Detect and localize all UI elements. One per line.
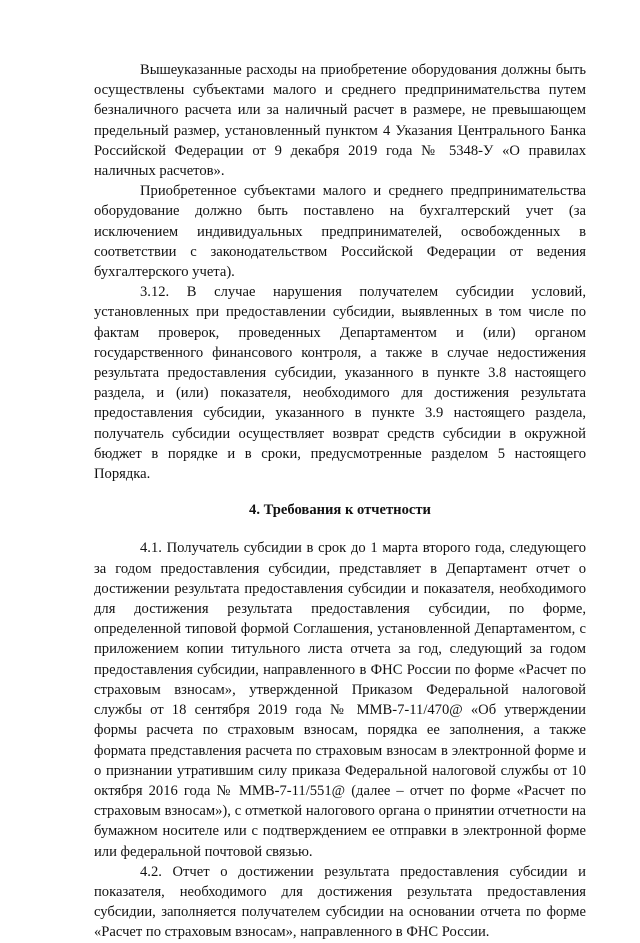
paragraph-3-12: 3.12. В случае нарушения получателем субсидии условий, установленных при предоставлении субсидии, выявленных в том числе по фактам проверок, проведенных Департаментом и (или) органом государственного финансового контроля, а также в случае недостижения результата предоставления субсидии, указанного в пункте 3.8 настоящего раздела, и (или) показателя, необходимого для достижения результата предоставления субсидии, указанного в пункте 3.9 настоящего раздела, получатель субсидии осуществляет возврат средств субсидии в окружной бюджет в порядке и в сроки, предусмотренные разделом 5 настоящего Порядка. <box>94 284 586 483</box>
section-heading: 4. Требования к отчетности <box>249 502 431 519</box>
paragraph-4-1: 4.1. Получатель субсидии в срок до 1 марта второго года, следующего за годом предоставления субсидии, представляет в Департамент отчет о достижении результата предоставления субсидии и показателя, необходимого для достижения результата предоставления субсидии, по форме, определенной типовой формой Соглашения, установленной Департаментом, с приложением копии титульного листа отчета за год, следующий за годом предоставления субсидии, направленного в ФНС России по форме «Расчет по страховым взносам», утвержденной Приказом Федеральной налоговой службы от 18 сентября 2019 года № ММВ-7-11/470@ «Об утверждении формы расчета по страховым взносам, порядка ее заполнения, а также формата представления расчета по страховым взносам в электронной форме и о признании утратившим силу приказа Федеральной налоговой службы от 10 октября 2016 года № ММВ-7-11/551@ (далее – отчет по форме «Расчет по страховым взносам»), с отметкой налогового органа о принятии отчетности на бумажном носителе или с подтверждением ее отправки в электронной форме или федеральной почтовой связью. <box>94 540 586 860</box>
paragraph-equipment-expenses: Вышеуказанные расходы на приобретение оборудования должны быть осуществлены субъектами малого и среднего предпринимательства путем безналичного расчета или за наличный расчет в размере, не превышающем предельный размер, установленный пунктом 4 Указания Центрального Банка Российской Федерации от 9 декабря 2019 года № 5348-У «О правилах наличных расчетов». <box>94 62 586 180</box>
paragraph-accounting-registration: Приобретенное субъектами малого и среднего предпринимательства оборудование должно быть поставлено на бухгалтерский учет (за исключением индивидуальных предпринимателей, освобожденных в соответствии с законодательством Российской Федерации от ведения бухгалтерского учета). <box>94 183 586 281</box>
paragraph-4-2: 4.2. Отчет о достижении результата предоставления субсидии и показателя, необходимого для достижения результата предоставления субсидии, заполняется получателем субсидии на основании отчета по форме «Расчет по страховым взносам», направленного в ФНС России. <box>94 863 586 941</box>
